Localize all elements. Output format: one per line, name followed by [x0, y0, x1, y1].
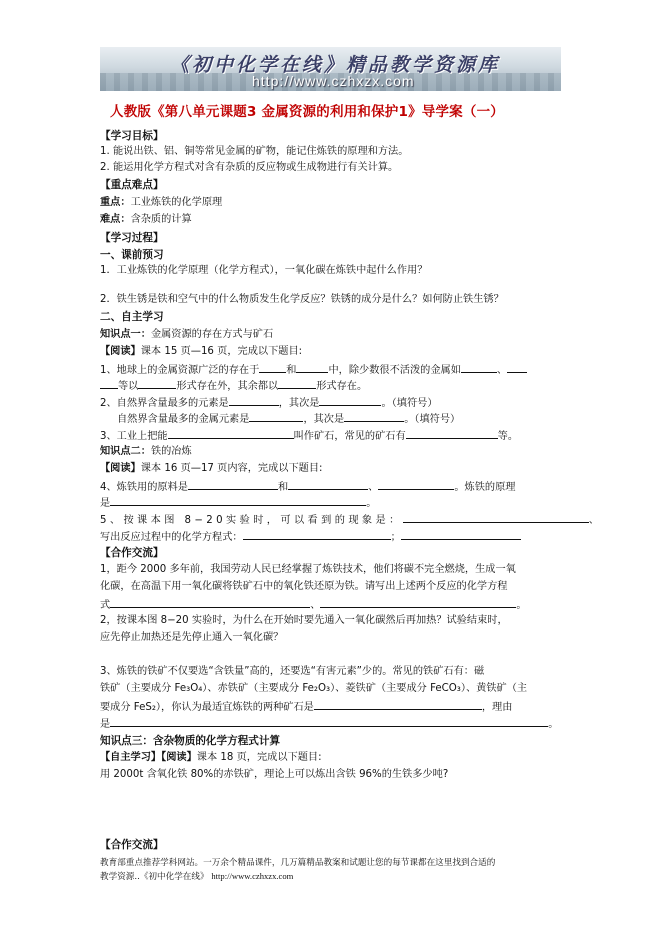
kp1-read-line — [100, 345, 302, 359]
kp2-read-text: 课本 16 页—17 页内容，完成以下题目: — [140, 463, 323, 474]
coop-q3-text-e: 是 — [100, 719, 111, 730]
coop-heading: 【合作交流】 — [100, 547, 164, 559]
goal-item-1: 1. 能说出铁、铝、铜等常见金属的矿物，能记住炼铁的原理和方法。 — [100, 146, 409, 157]
self-study-heading: 二、自主学习 — [100, 311, 164, 323]
kp1-q1-text-f: 形式存在外，其余都以 — [176, 381, 279, 392]
blank-input[interactable] — [507, 362, 527, 373]
kp1-q1-text-d: 、 — [496, 365, 508, 376]
blank-input[interactable] — [110, 716, 548, 727]
kp2-q5-line2 — [100, 529, 521, 545]
kp3-self-line — [100, 751, 322, 765]
blank-input[interactable] — [229, 395, 279, 406]
coop-q3-line2: 铁矿（主要成分 Fe₃O₄）、赤铁矿（主要成分 Fe₂O₃）、菱铁矿（主要成分 FeCO₃）、黄铁矿（主 — [100, 683, 528, 694]
kp1-q1-text-a: 1、地球上的金属资源广泛的存在于 — [100, 365, 260, 376]
blank-input[interactable] — [288, 479, 368, 490]
kp2-heading: 知识点二： — [100, 446, 151, 457]
kp2-q5-text-c: 写出反应过程中的化学方程式： — [100, 532, 243, 543]
coop-q1-line1: 1，距今 2000 多年前，我国劳动人民已经掌握了炼铁技术，他们将碳不完全燃烧，生成一氧 — [100, 564, 516, 575]
kp1-q1-line1 — [100, 362, 527, 378]
document-title: 人教版《第八单元课题3 金属资源的利用和保护1》导学案（一） — [110, 104, 504, 120]
preview-question-1: 1．工业炼铁的化学原理（化学方程式），一氧化碳在炼铁中起什么作用？ — [100, 265, 428, 276]
blank-input[interactable] — [296, 362, 328, 373]
coop-q2-line1: 2，按课本图 8−20 实验时，为什么在开始时要先通入一氧化碳然后再加热？试验结束时， — [100, 615, 508, 626]
goals-heading: 【学习目标】 — [100, 130, 164, 142]
kp3-self-text: 课本 18 页，完成以下题目: — [196, 752, 322, 763]
blank-input[interactable] — [406, 428, 498, 439]
blank-input[interactable] — [319, 395, 381, 406]
coop-q1-line2: 化碳，在高温下用一氧化碳将铁矿石中的氧化铁还原为铁。请写出上述两个反应的化学方程 — [100, 581, 508, 592]
kp2-heading-text: 铁的冶炼 — [150, 446, 192, 457]
key-text: 工业炼铁的化学原理 — [130, 197, 223, 208]
blank-input[interactable] — [243, 529, 391, 540]
blank-input[interactable] — [249, 411, 303, 422]
blank-input[interactable] — [401, 529, 521, 540]
kp2-q5-text-a: 5、按课本图 8−20实验时，可以看到的现象是： — [100, 515, 403, 526]
kp3-self-label: 【自主学习】【阅读】 — [100, 752, 197, 763]
kp2-q5-text-b: 、 — [588, 515, 599, 526]
kp2-q5-line1 — [100, 512, 599, 528]
coop-q3-text-c: 要成分 FeS₂），你认为最适宜炼铁的两种矿石是 — [100, 702, 314, 713]
kp1-q1-text-b: 和 — [286, 365, 297, 376]
difficult-text: 含杂质的计算 — [130, 214, 192, 225]
blank-input[interactable] — [461, 362, 497, 373]
kp1-q3-text-a: 3、工业上把能 — [100, 431, 168, 442]
kp1-q2-text-f: 。（填符号） — [404, 414, 461, 425]
blank-input[interactable] — [168, 428, 294, 439]
kp2-q5-text-d: ； — [390, 532, 401, 543]
banner-title: 《初中化学在线》精品教学资源库 — [170, 54, 501, 76]
kp1-read-text: 课本 15 页—16 页，完成以下题目: — [140, 346, 303, 357]
kp1-q2-text-c: 。（填符号） — [381, 398, 438, 409]
keypoints-heading: 【重点难点】 — [100, 179, 164, 191]
goal-item-2: 2. 能运用化学方程式对含有杂质的反应物或生成物进行有关计算。 — [100, 162, 399, 173]
kp1-q2-line1 — [100, 395, 438, 411]
coop-q1-line3 — [100, 597, 527, 613]
coop-q3-text-f: 。 — [548, 719, 559, 730]
kp1-q2-text-e: ，其次是 — [303, 414, 345, 425]
footer-text: 教学资源..《初中化学在线》 — [100, 872, 209, 882]
kp2-q4-text-d: 。炼铁的原理 — [454, 482, 516, 493]
difficult-label: 难点： — [100, 214, 131, 225]
preview-heading: 一、课前预习 — [100, 249, 164, 261]
kp1-q3-text-b: 叫作矿石，常见的矿石有 — [293, 431, 406, 442]
key-label: 重点： — [100, 197, 131, 208]
kp1-heading-line — [100, 328, 273, 342]
header-banner — [100, 47, 561, 91]
blank-input[interactable] — [138, 378, 176, 389]
blank-input[interactable] — [188, 479, 278, 490]
kp1-q1-text-g: 形式存在。 — [316, 381, 368, 392]
coop-q3-line4 — [100, 716, 558, 732]
kp1-q3-text-c: 等。 — [497, 431, 519, 442]
footer — [100, 857, 570, 884]
kp1-q2-text-a: 2、自然界含量最多的元素是 — [100, 398, 229, 409]
kp3-heading: 知识点三：含杂物质的化学方程式计算 — [100, 735, 281, 747]
kp1-q3-line — [100, 428, 518, 444]
coop-q3-line1: 3、炼铁的铁矿不仅要选“含铁量”高的，还要选“有害元素”少的。常见的铁矿石有：磁 — [100, 666, 485, 677]
kp1-q1-text-e: 等以 — [118, 381, 139, 392]
kp1-heading: 知识点一： — [100, 329, 151, 340]
process-heading: 【学习过程】 — [100, 232, 164, 244]
key-point — [100, 196, 222, 210]
blank-input[interactable] — [344, 411, 404, 422]
blank-input[interactable] — [314, 699, 482, 710]
coop-q3-text-d: ，理由 — [481, 702, 513, 713]
kp2-q4-line1 — [100, 479, 515, 495]
blank-input[interactable] — [378, 479, 454, 490]
blank-input[interactable] — [100, 378, 118, 389]
preview-question-2: 2．铁生锈是铁和空气中的什么物质发生化学反应？铁锈的成分是什么？如何防止铁生锈？ — [100, 294, 504, 305]
coop-q1-text-c: 式 — [100, 600, 111, 611]
kp2-q4-text-e: 是 — [100, 498, 111, 509]
kp2-q4-text-b: 和 — [277, 482, 289, 493]
coop-q1-text-d: 、 — [310, 600, 321, 611]
blank-input[interactable] — [278, 378, 316, 389]
kp1-q2-text-d: 自然界含量最多的金属元素是 — [117, 414, 250, 425]
kp2-read-label: 【阅读】 — [100, 463, 141, 474]
kp1-heading-text: 金属资源的存在方式与矿石 — [150, 329, 274, 340]
kp2-q4-text-a: 4、炼铁用的原料是 — [100, 482, 188, 493]
kp2-q4-text-f: 。 — [366, 498, 377, 509]
coop-q2-line2: 应先停止加热还是先停止通入一氧化碳？ — [100, 632, 284, 643]
banner-url[interactable]: http://www.czhxzx.com — [252, 73, 415, 89]
kp2-q4-line2 — [100, 495, 376, 511]
coop-q3-line3 — [100, 699, 512, 715]
footer-url[interactable]: http://www.czhxzx.com — [211, 871, 294, 881]
footer-line-2 — [100, 870, 570, 884]
kp1-q1-line2 — [100, 378, 367, 394]
coop-q1-text-e: 。 — [516, 600, 527, 611]
difficult-point — [100, 213, 192, 227]
coop2-heading: 【合作交流】 — [100, 839, 164, 851]
kp1-q1-text-c: 中，除少数很不活泼的金属如 — [328, 365, 461, 376]
footer-line-1: 教育部重点推荐学科网站。一万余个精品课件，几万篇精品教案和试题让您的每节课都在这里找到合适的 — [100, 858, 496, 868]
kp2-q4-text-c: 、 — [368, 482, 379, 493]
kp1-q2-line2 — [117, 411, 460, 427]
blank-input[interactable] — [110, 597, 310, 608]
blank-input[interactable] — [403, 512, 589, 523]
blank-input[interactable] — [259, 362, 286, 373]
kp1-q2-text-b: ，其次是 — [278, 398, 320, 409]
kp3-question: 用 2000t 含氧化铁 80%的赤铁矿，理论上可以炼出含铁 96%的生铁多少吨? — [100, 769, 449, 780]
blank-input[interactable] — [320, 597, 516, 608]
blank-input[interactable] — [110, 495, 366, 506]
kp2-heading-line — [100, 445, 192, 459]
kp1-read-label: 【阅读】 — [100, 346, 141, 357]
kp2-read-line — [100, 462, 322, 476]
